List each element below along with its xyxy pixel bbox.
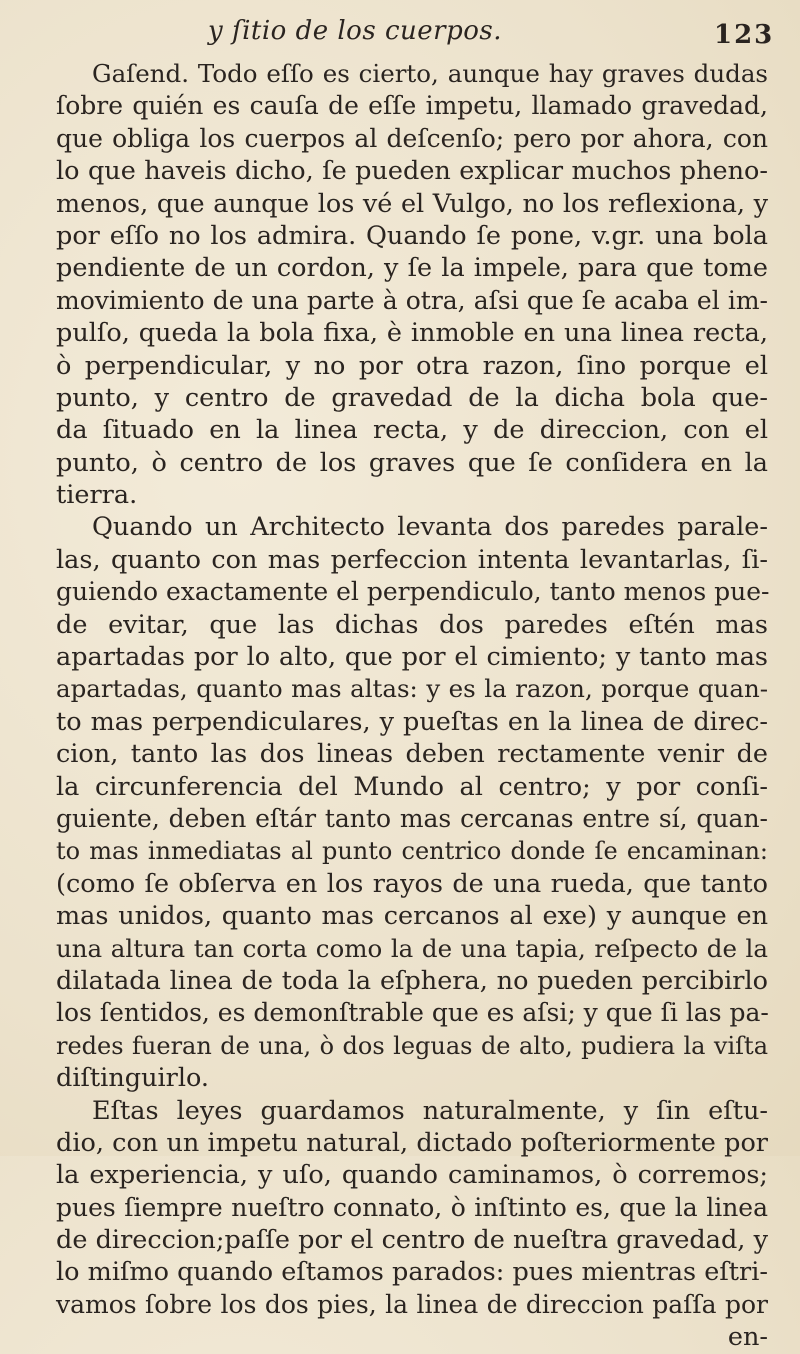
- text-line: to mas perpendiculares, y pueſtas en la linea de direc-: [56, 706, 768, 737]
- text-line: tierra.: [56, 480, 138, 511]
- body-text: [56, 58, 768, 1354]
- text-line: lo que haveis dicho, ſe pueden explicar muchos pheno-: [56, 156, 768, 187]
- text-line: punto, y centro de gravedad de la dicha bola que-: [56, 382, 768, 413]
- text-line: cion, tanto las dos lineas deben rectamente venir de: [56, 739, 768, 770]
- text-line: punto, ò centro de los graves que ſe conſidera en la: [56, 447, 768, 478]
- text-line: apartadas, quanto mas altas: y es la razon, porque quan-: [56, 674, 768, 704]
- text-line: (como ſe obſerva en los rayos de una rueda, que tanto: [56, 868, 768, 899]
- text-line: los ſentidos, es demonſtrable que es aſsi; y que ſi las pa-: [56, 998, 769, 1028]
- text-line: ò perpendicular, y no por otra razon, ſino porque el: [56, 350, 768, 381]
- text-line: una altura tan corta como la de una tapia, reſpecto de la: [56, 933, 768, 963]
- text-line: las, quanto con mas perfeccion intenta levantarlas, ſi-: [56, 544, 768, 575]
- text-line: Gaſend. Todo eſſo es cierto, aunque hay graves dudas: [92, 59, 768, 88]
- text-line: dio, con un impetu natural, dictado poſteriormente por: [56, 1127, 768, 1158]
- page-number: 123: [714, 20, 775, 50]
- text-line: de evitar, que las dichas dos paredes eſtén mas: [56, 609, 768, 640]
- text-line: to mas inmediatas al punto centrico donde ſe encaminan:: [56, 837, 768, 866]
- text-line: menos, que aunque los vé el Vulgo, no los reflexiona, y: [56, 188, 768, 219]
- text-line: Eſtas leyes guardamos naturalmente, y ſin eſtu-: [92, 1095, 768, 1126]
- catchword: en-: [727, 1322, 768, 1353]
- text-line: pendiente de un cordon, y ſe la impele, para que tome: [56, 253, 768, 284]
- text-line: Quando un Architecto levanta dos paredes parale-: [92, 512, 768, 543]
- text-line: dilatada linea de toda la eſphera, no pueden percibirlo: [56, 965, 768, 996]
- text-line: mas unidos, quanto mas cercanos al exe) y aunque en: [56, 901, 768, 932]
- text-line: pues ſiempre nueſtro connato, ò inſtinto es, que la linea: [56, 1192, 768, 1222]
- running-head: [0, 14, 800, 58]
- text-line: la circunferencia del Mundo al centro; y por conſi-: [56, 771, 768, 802]
- text-line: da ſituado en la linea recta, y de direccion, con el: [56, 415, 768, 446]
- text-line: guiendo exactamente el perpendiculo, tanto menos pue-: [56, 577, 770, 607]
- text-line: por eſſo no los admira. Quando ſe pone, v.gr. una bola: [56, 220, 768, 251]
- text-line: pulſo, queda la bola fixa, è inmoble en una linea recta,: [56, 318, 768, 349]
- text-line: guiente, deben eſtár tanto mas cercanas entre sí, quan-: [56, 803, 768, 833]
- text-line: vamos ſobre los dos pies, la linea de direccion paſſa por: [56, 1289, 768, 1319]
- text-line: lo miſmo quando eſtamos parados: pues mientras eſtri-: [56, 1257, 768, 1288]
- text-line: diſtinguirlo.: [56, 1063, 209, 1094]
- text-line: de direccion;paſſe por el centro de nueſtra gravedad, y: [56, 1225, 768, 1256]
- text-line: movimiento de una parte à otra, aſsi que ſe acaba el im-: [56, 285, 768, 315]
- text-line: redes fueran de una, ò dos leguas de alto, pudiera la viſta: [56, 1031, 768, 1060]
- text-line: ſobre quién es cauſa de eſſe impetu, llamado gravedad,: [56, 91, 768, 121]
- text-line: apartadas por lo alto, que por el cimiento; y tanto mas: [56, 642, 768, 673]
- text-line: la experiencia, y uſo, quando caminamos, ò corremos;: [56, 1160, 768, 1191]
- running-title: y ſitio de los cuerpos.: [208, 16, 502, 46]
- text-line: que obliga los cuerpos al deſcenſo; pero por ahora, con: [56, 123, 768, 153]
